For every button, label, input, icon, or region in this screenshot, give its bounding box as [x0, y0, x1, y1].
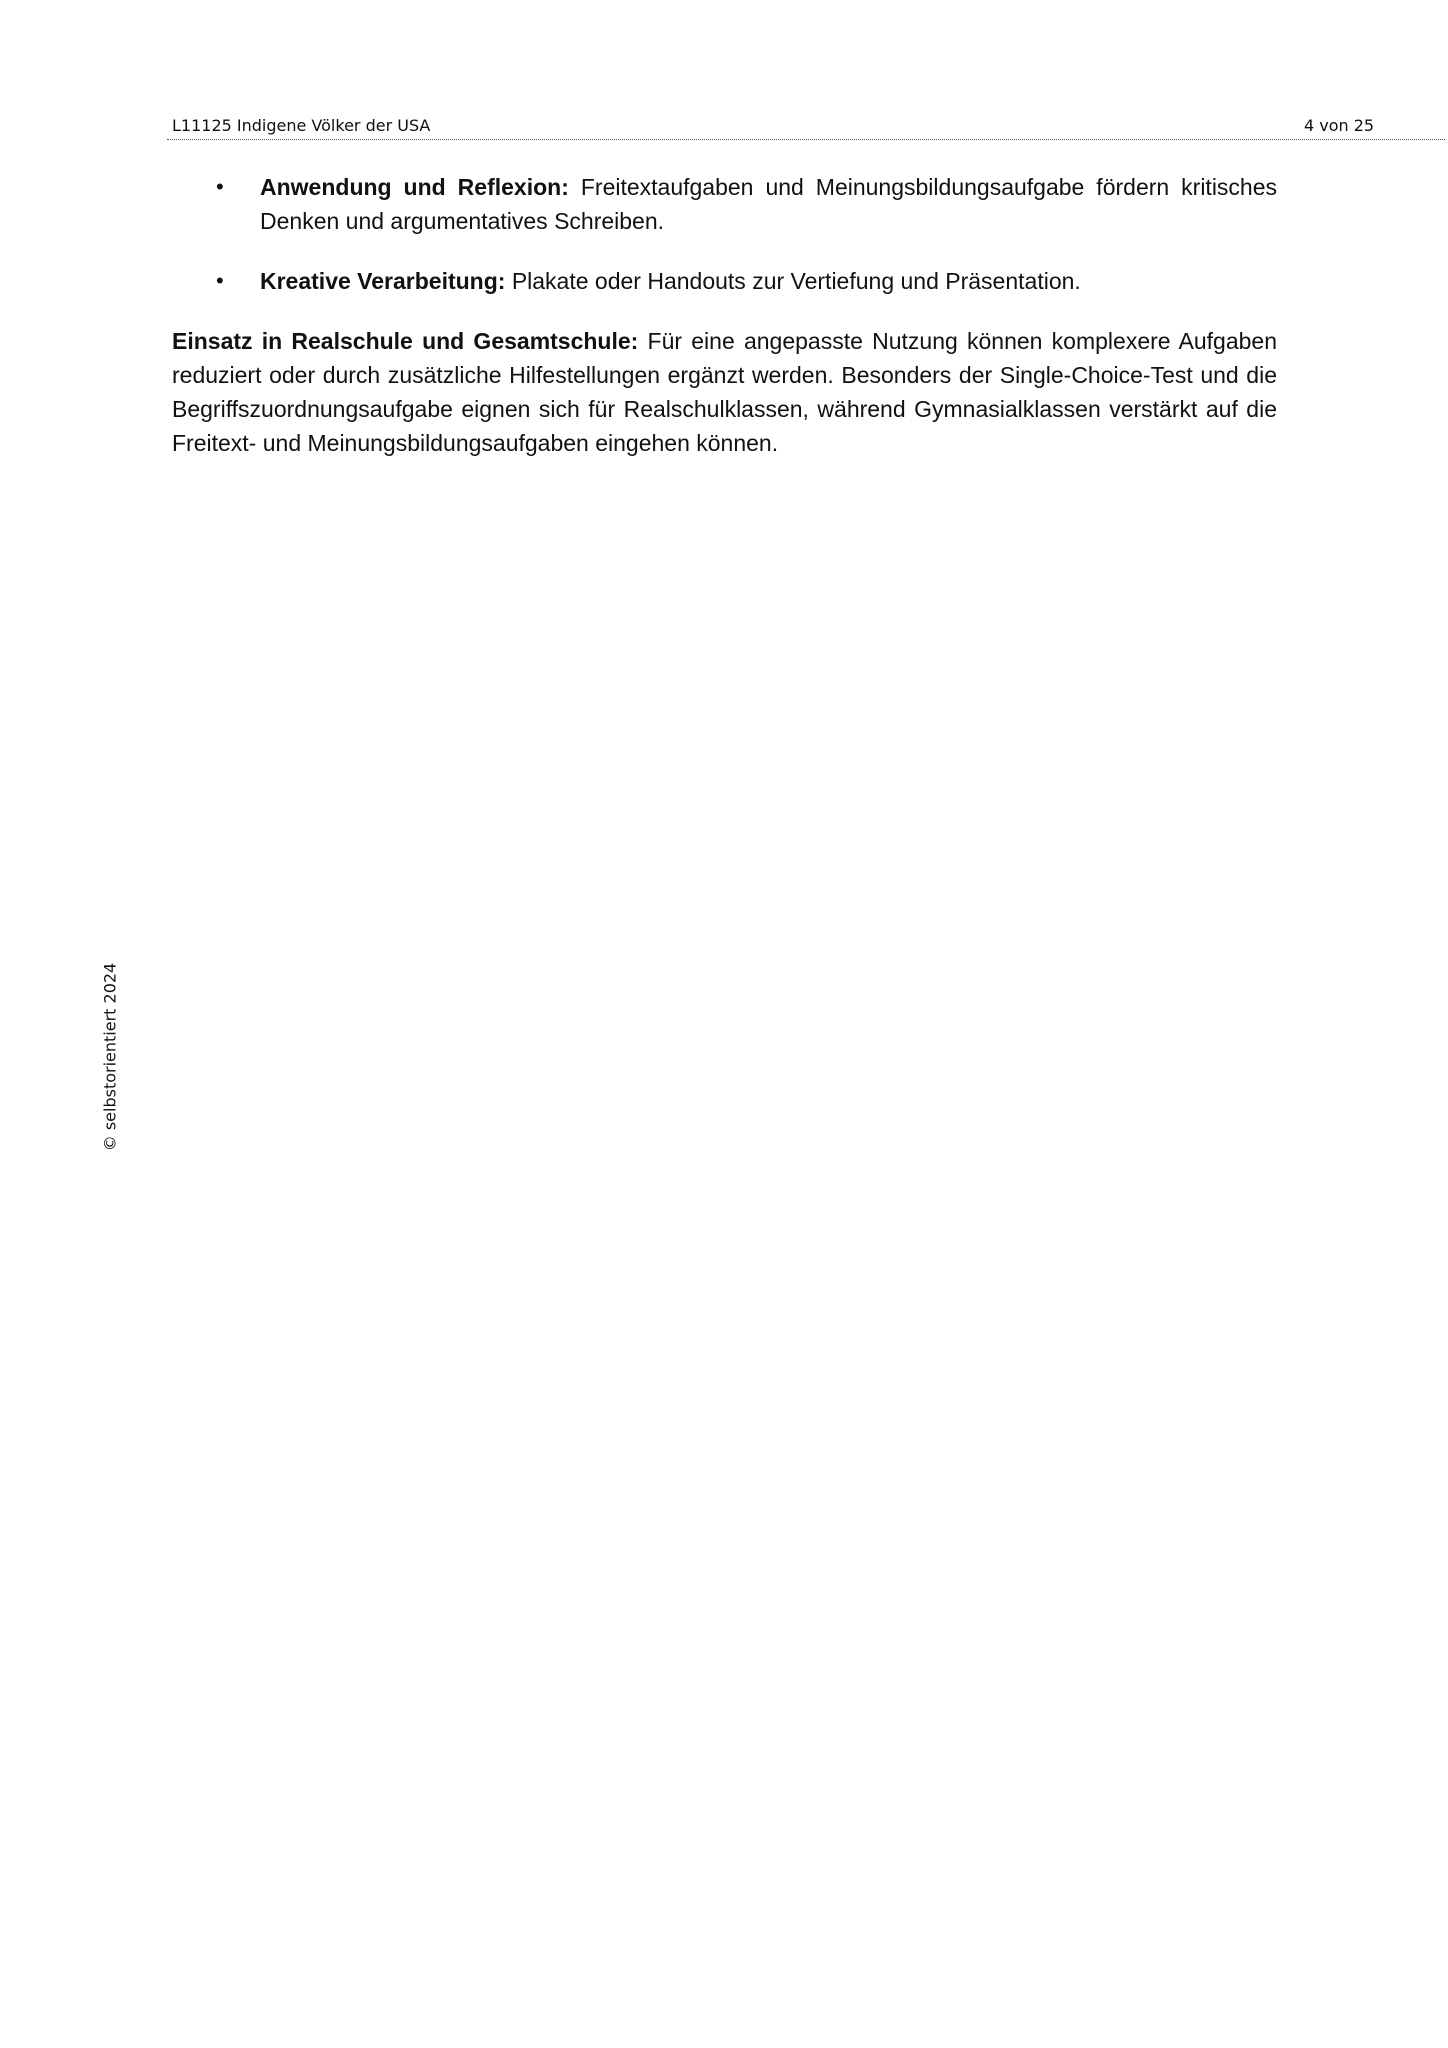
- paragraph-label: Einsatz in Realschule und Gesamtschule:: [172, 328, 639, 354]
- bullet-label: Kreative Verarbeitung:: [260, 268, 506, 294]
- bullet-text: Plakate oder Handouts zur Vertiefung und Präsentation.: [511, 268, 1081, 294]
- paragraph-text: Für eine angepasste Nutzung können komplexere Aufgaben reduziert oder durch zusätzliche Hilfestellungen ergänzt werden. Besonders der Single-Choice-Test und die Begriffszuordnungsaufgabe eignen sich für Realschulklassen, während Gymnasialklassen verstärkt auf die Freitext- und Meinungsbildungsaufgaben eingehen können.: [172, 328, 1277, 456]
- paragraph-einsatz: [172, 324, 1277, 460]
- document-title: L11125 Indigene Völker der USA: [172, 116, 431, 135]
- bullet-icon: •: [216, 174, 224, 199]
- bullet-icon: •: [216, 268, 224, 293]
- bullet-item-anwendung: [172, 170, 1277, 238]
- header-divider: [167, 139, 1445, 140]
- bullet-list: [172, 170, 1277, 298]
- bullet-label: Anwendung und Reflexion:: [260, 174, 569, 200]
- copyright-note: © selbstorientiert 2024: [100, 962, 120, 1152]
- page-content: [172, 170, 1277, 460]
- page-header: [170, 114, 1445, 138]
- page-number: 4 von 25: [1304, 116, 1375, 135]
- bullet-item-kreative: [172, 264, 1277, 298]
- bullet-text: Freitextaufgaben und Meinungsbildungsaufgabe fördern kritisches Denken und argumentatives Schreiben.: [260, 174, 1278, 234]
